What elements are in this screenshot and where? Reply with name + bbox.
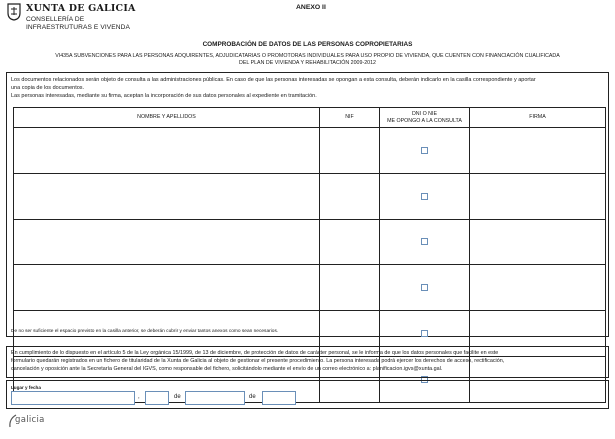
year-field[interactable] [262, 391, 296, 405]
column-header-nif: NIF [320, 108, 380, 128]
oppose-checkbox[interactable] [421, 238, 428, 245]
coowners-section [6, 72, 609, 337]
signature-cell[interactable] [470, 173, 606, 219]
column-header-name: NOMBRE Y APELLIDOS [14, 108, 320, 128]
table-row [14, 219, 606, 265]
legal-line1: En cumplimiento de lo dispuesto en el artículo 5 de la Ley orgánica 15/1999, de 13 de diciembre, de protección de datos de carácter personal, se le informa de que los datos personales que facilite en este [11, 350, 499, 356]
signature-cell[interactable] [470, 219, 606, 265]
oppose-checkbox[interactable] [421, 284, 428, 291]
legal-line3: cancelación y oposición ante la Secretaría General del IGVS, como responsable del fichero, solicitándolo mediante el envío de un correo electrónico a: planificacion.igvs@xunta.gal. [11, 365, 443, 372]
subtitle-line1: VI435A SUBVENCIONES PARA LAS PERSONAS ADQUIRENTES, ADJUDICATARIAS O PROMOTORAS INDIVIDUALES PARA USO PROPIO DE VIVIENDA, QUE CUENTEN CON FINANCIACIÓN CUALIFICADA [55, 53, 560, 59]
column-header-dni-line2: ME OPONGO A LA CONSULTA [387, 117, 462, 124]
day-field[interactable] [145, 391, 169, 405]
galicia-footer-logo [8, 413, 68, 429]
oppose-cell [380, 219, 470, 265]
month-field[interactable] [185, 391, 245, 405]
galicia-brand-text: galicia [15, 415, 45, 425]
column-header-dni-oppose [380, 108, 470, 128]
oppose-cell [380, 173, 470, 219]
table-row [14, 265, 606, 311]
logo-subtitle-line1: CONSELLERÍA DE [26, 16, 85, 23]
oppose-cell [380, 265, 470, 311]
name-cell[interactable] [14, 265, 320, 311]
name-cell[interactable] [14, 219, 320, 265]
nif-cell[interactable] [320, 128, 380, 174]
legal-text [11, 350, 607, 374]
table-row [14, 128, 606, 174]
document-title: COMPROBACIÓN DE DATOS DE LAS PERSONAS COPROPIETARIAS [202, 41, 413, 48]
document-subtitle [20, 53, 595, 67]
nif-cell[interactable] [320, 173, 380, 219]
place-field[interactable] [11, 391, 135, 405]
signature-cell[interactable] [470, 265, 606, 311]
place-date-label: Lugar y fecha [11, 385, 41, 390]
de-separator-2: de [249, 394, 256, 400]
intro-text [11, 76, 606, 101]
subtitle-line2: DEL PLAN DE VIVIENDA Y REHABILITACIÓN 2009-2012 [239, 60, 376, 66]
nif-cell[interactable] [320, 265, 380, 311]
data-protection-notice [6, 346, 609, 378]
logo-subtitle [26, 16, 130, 31]
intro-line1: Los documentos relacionados serán objeto de consulta a las administraciones públicas. En caso de que las personas interesadas se opongan a esta consulta, deberán indicarlo en la casilla correspondiente y aportar [11, 77, 536, 83]
oppose-checkbox[interactable] [421, 147, 428, 154]
document-header [6, 2, 609, 38]
xunta-logo [6, 2, 176, 36]
logo-subtitle-line2: INFRAESTRUTURAS E VIVENDA [26, 23, 130, 31]
intro-line2: una copia de los documentos. [11, 85, 85, 92]
logo-title: XUNTA DE GALICIA [26, 3, 136, 14]
de-separator-1: de [174, 394, 181, 400]
nif-cell[interactable] [320, 219, 380, 265]
table-footnote: De no ser suficiente el espacio previsto en la casilla anterior, se deberán cubrir y enviar tantos anexos como sean necesarios. [11, 329, 279, 334]
oppose-cell [380, 128, 470, 174]
name-cell[interactable] [14, 173, 320, 219]
table-row [14, 173, 606, 219]
oppose-checkbox[interactable] [421, 330, 428, 337]
oppose-checkbox[interactable] [421, 193, 428, 200]
anexo-label: ANEXO II [296, 4, 326, 11]
column-header-dni-line1: DNI O NIE [411, 110, 437, 117]
xunta-crest-icon [6, 3, 22, 21]
signature-cell[interactable] [470, 128, 606, 174]
comma-separator: , [138, 394, 140, 400]
table-header-row [14, 108, 606, 128]
name-cell[interactable] [14, 128, 320, 174]
column-header-signature: FIRMA [470, 108, 606, 128]
intro-line3: Las personas interesadas, mediante su firma, aceptan la incorporación de sus datos personales al expediente en tramitación. [11, 93, 317, 100]
place-date-section [6, 380, 609, 409]
legal-line2: formulario quedarán registrados en un fichero de titularidad de la Xunta de Galicia al objeto de gestionar el presente procedimiento. La persona interesada podrá ejercer los derechos de acceso, rectificación, [11, 357, 505, 364]
